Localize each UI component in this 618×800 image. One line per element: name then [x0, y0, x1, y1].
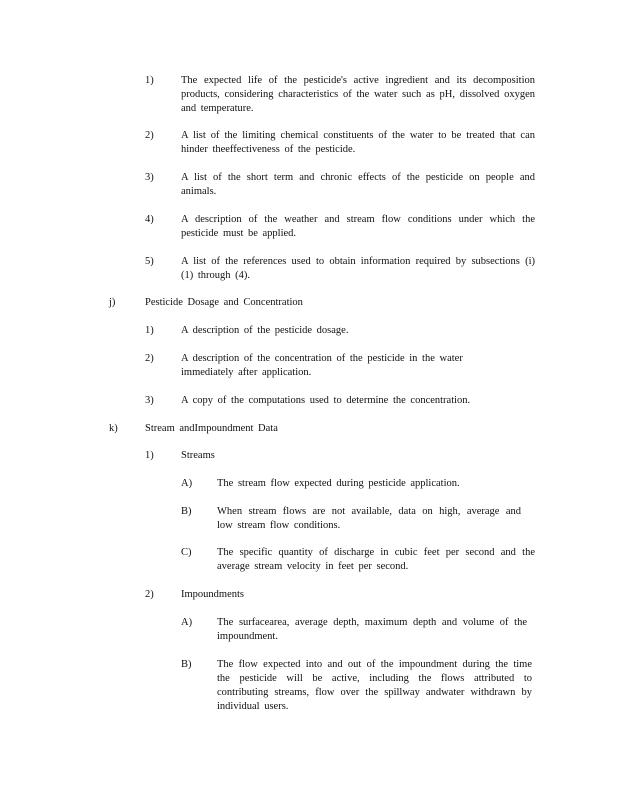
item-text: When stream flows are not available, data on high, average and low stream flow conditions. — [217, 506, 521, 531]
item-text: The specific quantity of discharge in cubic feet per second and the average stream velocity in feet per second. — [217, 547, 535, 572]
item-text: A description of the pesticide dosage. — [181, 325, 349, 336]
item-number: 2) — [145, 353, 154, 364]
item-number: 2) — [145, 589, 154, 600]
item-text: A list of the short term and chronic effects of the pesticide on people and animals. — [181, 172, 535, 197]
item-number: 5) — [145, 256, 154, 267]
subsection-title: Streams — [181, 450, 215, 461]
item-letter: A) — [181, 617, 193, 628]
item-text: The surfacearea, average depth, maximum depth and volume of the impoundment. — [217, 617, 527, 642]
item-text: The expected life of the pesticide's active ingredient and its decomposition products, considering characteristics of the water such as pH, dissolved oxygen and temperature. — [181, 75, 535, 114]
item-text: A description of the weather and stream flow conditions under which the pesticide must be applied. — [181, 214, 535, 239]
item-letter: B) — [181, 659, 192, 670]
section-title: Pesticide Dosage and Concentration — [145, 297, 303, 308]
item-number: 3) — [145, 395, 154, 406]
item-number: 1) — [145, 75, 154, 86]
item-letter: B) — [181, 506, 192, 517]
item-number: 1) — [145, 450, 154, 461]
item-text: A list of the limiting chemical constituents of the water to be treated that can hinder theeffectiveness of the pesticide. — [181, 130, 535, 155]
item-number: 1) — [145, 325, 154, 336]
subsection-title: Impoundments — [181, 589, 244, 600]
item-text: A description of the concentration of the pesticide in the water immediately after application. — [181, 353, 463, 378]
item-letter: C) — [181, 547, 192, 558]
item-letter: A) — [181, 478, 193, 489]
item-text: The flow expected into and out of the impoundment during the time the pesticide will be active, including the flows attributed to contributing streams, flow over the spillway andwater withdrawn by individual users. — [217, 659, 532, 712]
section-letter: j) — [109, 297, 116, 308]
item-number: 3) — [145, 172, 154, 183]
section-title: Stream andImpoundment Data — [145, 423, 278, 434]
item-number: 4) — [145, 214, 154, 225]
item-number: 2) — [145, 130, 154, 141]
item-text: The stream flow expected during pesticide application. — [217, 478, 460, 489]
section-letter: k) — [109, 423, 118, 434]
item-text: A list of the references used to obtain information required by subsections (i)(1) through (4). — [181, 256, 535, 281]
item-text: A copy of the computations used to determine the concentration. — [181, 395, 471, 406]
